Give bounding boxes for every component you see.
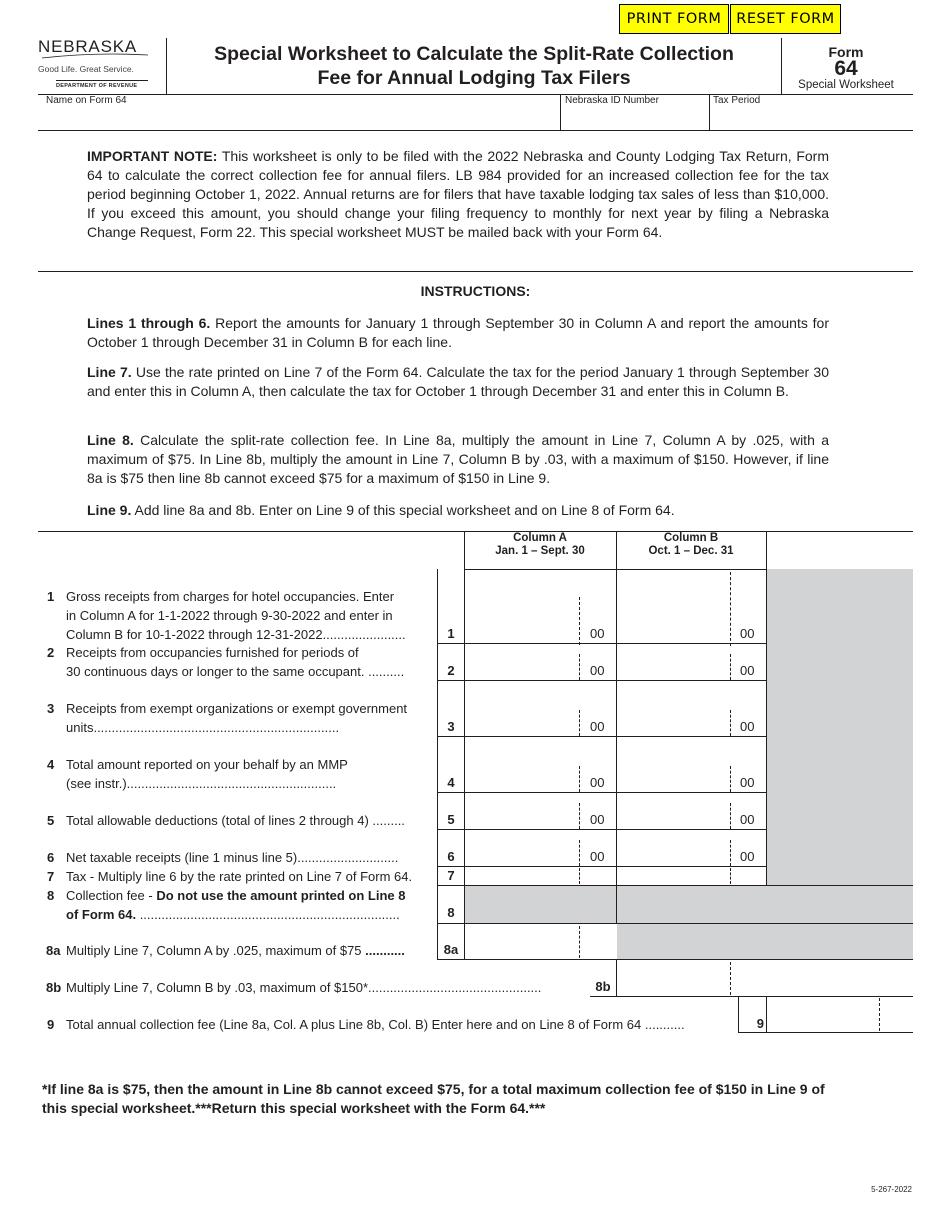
line6-label: Net taxable receipts (line 1 minus line 5)............................	[66, 850, 399, 865]
line6-col-b-input[interactable]	[617, 830, 729, 866]
line3-box: 3	[447, 719, 455, 734]
line1-box: 1	[447, 626, 455, 641]
form-code: 5-267-2022	[871, 1185, 912, 1194]
name-label: Name on Form 64	[46, 95, 127, 106]
name-input[interactable]	[40, 108, 558, 130]
line7-label: Tax - Multiply line 6 by the rate printed on Line 7 of Form 64.	[66, 869, 413, 884]
form-number: 64	[834, 57, 858, 80]
page-title: Special Worksheet to Calculate the Split-Rate Collection Fee for Annual Lodging Tax Filers	[214, 43, 734, 89]
line8-label: Collection fee - Do not use the amount printed on Line 8 of Form 64. ........................................................................	[66, 888, 406, 922]
nebraska-id-input[interactable]	[562, 108, 708, 130]
line7-box: 7	[447, 868, 455, 883]
line5-box: 5	[447, 812, 455, 827]
line5-col-b-input[interactable]	[617, 793, 729, 829]
line9-box: 9	[756, 1016, 764, 1031]
line9-label: Total annual collection fee (Line 8a, Col. A plus Line 8b, Col. B) Enter here and on Line 8 of Form 64 ...........	[66, 1017, 685, 1032]
line8a-input[interactable]	[465, 924, 578, 959]
line2-col-a-cents: 00	[590, 663, 605, 678]
line1-number: 1	[47, 589, 55, 604]
line5-col-a-input[interactable]	[465, 793, 578, 829]
form-label: Form	[828, 44, 864, 60]
line6-col-b-cents: 00	[740, 849, 755, 864]
line2-col-a-input[interactable]	[465, 644, 578, 680]
line5-label: Total allowable deductions (total of lines 2 through 4) .........	[66, 813, 405, 828]
line1-col-b-cents: 00	[740, 626, 755, 641]
line8a-number: 8a	[46, 943, 61, 958]
tax-period-input[interactable]	[711, 108, 911, 130]
line5-number: 5	[47, 813, 55, 828]
line8b-label: Multiply Line 7, Column B by .03, maximum of $150*................................................	[66, 980, 542, 995]
line4-col-b-input[interactable]	[617, 737, 729, 792]
line3-col-a-input[interactable]	[465, 681, 578, 736]
line4-col-a-cents: 00	[590, 775, 605, 790]
line7-col-a-input[interactable]	[465, 867, 578, 885]
line8a-box: 8a	[443, 942, 459, 957]
line3-col-b-cents: 00	[740, 719, 755, 734]
line2-label: Receipts from occupancies furnished for periods of 30 continuous days or longer to the same occupant. ..........	[66, 645, 405, 679]
line8a-label: Multiply Line 7, Column A by .025, maximum of $75 ...........	[66, 943, 405, 958]
column-a-header: Column A Jan. 1 – Sept. 30	[495, 532, 585, 557]
line6-number: 6	[47, 850, 55, 865]
line1-col-a-cents: 00	[590, 626, 605, 641]
logo-wordmark: NEBRASKA	[38, 37, 137, 56]
instruction-line-7: Line 7. Use the rate printed on Line 7 of the Form 64. Calculate the tax for the period January 1 through September 30 and enter this in Column A, then calculate the tax for October 1 through December 31 and enter this in Column B.	[87, 364, 829, 399]
line3-label: Receipts from exempt organizations or exempt government units....................................................................	[66, 701, 408, 735]
line2-col-b-cents: 00	[740, 663, 755, 678]
line8b-input[interactable]	[617, 960, 729, 996]
line4-number: 4	[47, 757, 55, 772]
line6-box: 6	[447, 849, 455, 864]
line5-col-b-cents: 00	[740, 812, 755, 827]
line2-box: 2	[447, 663, 455, 678]
logo-department: DEPARTMENT OF REVENUE	[56, 83, 138, 89]
line8-number: 8	[47, 888, 55, 903]
nebraska-id-label: Nebraska ID Number	[565, 95, 659, 106]
important-note: IMPORTANT NOTE: This worksheet is only to be filed with the 2022 Nebraska and County Lodging Tax Return, Form 64 to calculate the correct collection fee for annual filers. LB 984 provided for an increased collection fee for the tax period beginning October 1, 2022. Annual returns are for filers that have taxable lodging tax sales of less than $10,000. If you exceed this amount, you should change your filing frequency to monthly for next year by filing a Nebraska Change Request, Form 22. This special worksheet MUST be mailed back with your Form 64.	[87, 148, 829, 240]
line3-col-b-input[interactable]	[617, 681, 729, 736]
line7-number: 7	[47, 869, 55, 884]
line9-input[interactable]	[767, 997, 878, 1032]
instruction-line-9: Line 9. Add line 8a and 8b. Enter on Line 9 of this special worksheet and on Line 8 of Form 64.	[87, 502, 675, 518]
print-form-button[interactable]: PRINT FORM	[619, 4, 729, 34]
line8-box: 8	[447, 905, 455, 920]
line4-box: 4	[447, 775, 455, 790]
logo-swoosh-icon	[40, 52, 150, 60]
instruction-line-8: Line 8. Calculate the split-rate collection fee. In Line 8a, multiply the amount in Line 7, Column A by .025, with a maximum of $75. In Line 8b, multiply the amount in Line 7, Column B by .03, with a maximum of $150. However, if line 8a is $75 then line 8b cannot exceed $75 for a maximum of $150 in Line 9.	[87, 432, 829, 486]
line1-col-a-input[interactable]	[465, 570, 578, 643]
line1-label: Gross receipts from charges for hotel occupancies. Enter in Column A for 1-1-2022 through 9-30-2022 and enter in Column B for 10-1-2022 through 12-31-2022.......................	[66, 589, 406, 642]
line6-col-a-cents: 00	[590, 849, 605, 864]
line9-number: 9	[47, 1017, 55, 1032]
line3-col-a-cents: 00	[590, 719, 605, 734]
line2-number: 2	[47, 645, 55, 660]
line8b-box: 8b	[595, 979, 611, 994]
line4-col-a-input[interactable]	[465, 737, 578, 792]
line4-label: Total amount reported on your behalf by an MMP (see instr.)..........................................................	[66, 757, 348, 791]
reset-form-button[interactable]: RESET FORM	[730, 4, 841, 34]
tax-period-label: Tax Period	[713, 95, 761, 106]
line7-col-b-input[interactable]	[617, 867, 729, 885]
line5-col-a-cents: 00	[590, 812, 605, 827]
line2-col-b-input[interactable]	[617, 644, 729, 680]
footnote: *If line 8a is $75, then the amount in Line 8b cannot exceed $75, for a total maximum collection fee of $150 in Line 9 of this special worksheet.***Return this special worksheet with the Form 64.***	[42, 1081, 825, 1116]
logo-tagline: Good Life. Great Service.	[38, 64, 134, 74]
instruction-lines-1-6: Lines 1 through 6. Report the amounts for January 1 through September 30 in Column A and report the amounts for October 1 through December 31 in Column B for each line.	[87, 315, 829, 350]
line6-col-a-input[interactable]	[465, 830, 578, 866]
line8b-number: 8b	[46, 980, 62, 995]
instructions-heading: INSTRUCTIONS:	[420, 283, 531, 299]
column-b-header: Column B Oct. 1 – Dec. 31	[648, 532, 734, 557]
line3-number: 3	[47, 701, 55, 716]
form-subtitle: Special Worksheet	[798, 79, 894, 91]
line1-col-b-input[interactable]	[617, 570, 729, 643]
line4-col-b-cents: 00	[740, 775, 755, 790]
